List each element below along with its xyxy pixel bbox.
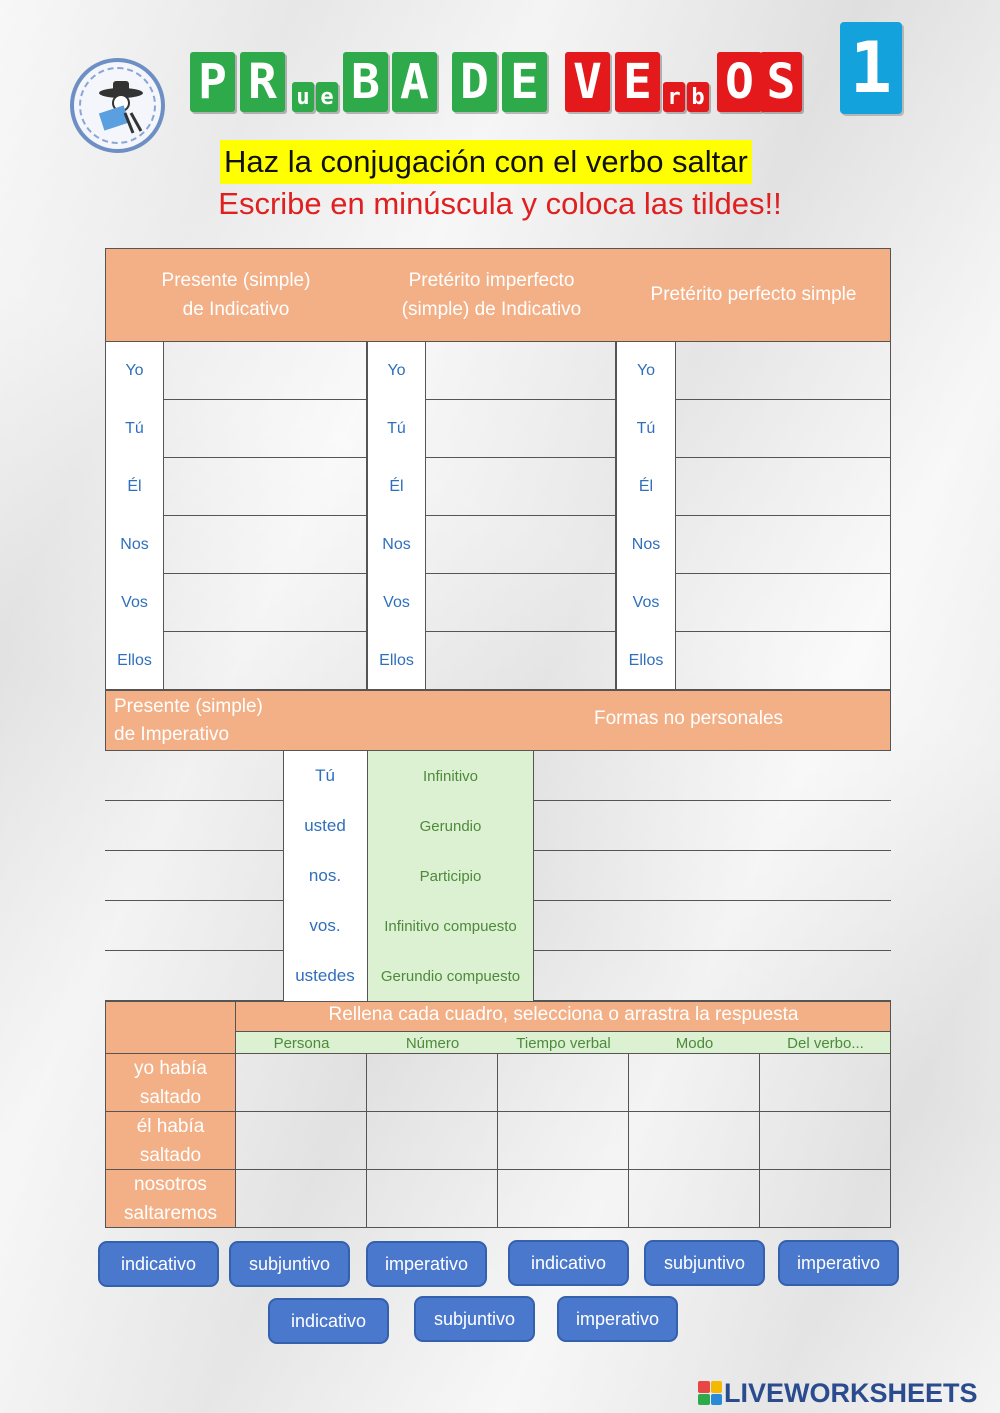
imperative-pronoun-label: ustedes [295, 966, 355, 985]
analysis-column-label: Tiempo verbal [516, 1034, 611, 1052]
analysis-drop-cell[interactable] [629, 1112, 760, 1170]
analysis-corner-cell [105, 1001, 236, 1054]
imperative-pronoun-label: usted [304, 816, 346, 835]
non-personal-form-label: Infinitivo [422, 767, 479, 785]
pronoun-label: Vos [121, 594, 148, 611]
imperative-answer-input[interactable] [105, 801, 283, 851]
tense-header-imperfect: Pretérito imperfecto (simple) de Indicativo [401, 270, 582, 320]
pronoun-label: Nos [382, 536, 411, 553]
pronoun-label: Yo [387, 362, 406, 379]
option-indicativo-button[interactable]: indicativo [268, 1298, 389, 1344]
title-letter-tile: R [240, 52, 285, 112]
pronoun-label: Yo [125, 362, 144, 379]
non-personal-answer-input[interactable] [534, 951, 891, 1001]
worksheet-number: 1 [840, 22, 902, 114]
pronoun-label: Nos [120, 536, 149, 553]
answer-input-imperfect[interactable] [426, 342, 616, 400]
analysis-row-label: él había saltado [105, 1112, 236, 1170]
pronoun-label: Tú [387, 420, 406, 437]
analysis-drop-cell[interactable] [236, 1170, 367, 1228]
answer-input-imperfect[interactable] [426, 400, 616, 458]
answer-input-perfect[interactable] [676, 632, 891, 690]
imperative-header: Presente (simple) de Imperativo [114, 696, 263, 745]
answer-input-present[interactable] [164, 458, 367, 516]
analysis-drop-cell[interactable] [367, 1112, 498, 1170]
analysis-row-label: nosotros saltaremos [105, 1170, 236, 1228]
analysis-column-label: Persona [273, 1034, 330, 1052]
option-indicativo-button[interactable]: indicativo [98, 1241, 219, 1287]
imperative-pronoun-label: Tú [315, 766, 335, 785]
option-subjuntivo-button[interactable]: subjuntivo [229, 1241, 350, 1287]
title-letter-tile: O [717, 52, 762, 112]
pronoun-label: Ellos [628, 652, 664, 669]
option-imperativo-button[interactable]: imperativo [366, 1241, 487, 1287]
answer-input-present[interactable] [164, 400, 367, 458]
answer-input-perfect[interactable] [676, 516, 891, 574]
non-personal-form-label: Gerundio [419, 817, 482, 835]
answer-input-imperfect[interactable] [426, 632, 616, 690]
pronoun-label: Tú [125, 420, 144, 437]
option-subjuntivo-button[interactable]: subjuntivo [414, 1296, 535, 1342]
answer-input-perfect[interactable] [676, 458, 891, 516]
analysis-drop-cell[interactable] [367, 1170, 498, 1228]
answer-input-imperfect[interactable] [426, 574, 616, 632]
title-letter-tile: b [687, 82, 709, 112]
option-subjuntivo-button[interactable]: subjuntivo [644, 1240, 765, 1286]
title-letter-tile: e [316, 82, 338, 112]
title-letter-tile: B [343, 52, 388, 112]
pronoun-label: Ellos [117, 652, 152, 669]
analysis-column-label: Modo [675, 1034, 714, 1052]
analysis-row-label: yo había saltado [105, 1054, 236, 1112]
analysis-drop-cell[interactable] [236, 1112, 367, 1170]
instruction-main: Haz la conjugación con el verbo saltar [220, 140, 752, 184]
title-letter-tile: u [292, 82, 314, 112]
liveworksheets-logo [698, 1378, 978, 1408]
title-letter-tile: D [452, 52, 497, 112]
non-personal-answer-input[interactable] [534, 901, 891, 951]
imperative-answer-input[interactable] [105, 951, 283, 1001]
pronoun-label: Él [638, 478, 654, 495]
answer-input-perfect[interactable] [676, 400, 891, 458]
pronoun-label: Él [127, 478, 142, 495]
imperative-answer-input[interactable] [105, 751, 283, 801]
option-imperativo-button[interactable]: imperativo [778, 1240, 899, 1286]
pronoun-label: Yo [636, 362, 656, 379]
imperative-pronoun-label: vos. [309, 916, 341, 935]
answer-input-present[interactable] [164, 516, 367, 574]
option-imperativo-button[interactable]: imperativo [557, 1296, 678, 1342]
imperative-pronoun-label: nos. [308, 866, 342, 885]
analysis-column-label: Del verbo... [787, 1034, 864, 1052]
analysis-drop-cell[interactable] [236, 1054, 367, 1112]
pronoun-label: Él [389, 478, 404, 495]
title-letter-tile: E [615, 52, 660, 112]
non-personal-answer-input[interactable] [534, 751, 891, 801]
title-letter-tile: E [502, 52, 547, 112]
pronoun-label: Ellos [379, 652, 414, 669]
non-personal-form-label: Participio [419, 867, 482, 885]
analysis-drop-cell[interactable] [498, 1112, 629, 1170]
analysis-drop-cell[interactable] [760, 1112, 891, 1170]
analysis-column-label: Número [405, 1034, 460, 1052]
title-letter-tile: P [190, 52, 235, 112]
tense-header-present: Presente (simple) de Indicativo [161, 270, 311, 320]
answer-input-present[interactable] [164, 574, 367, 632]
imperative-answer-input[interactable] [105, 901, 283, 951]
analysis-drop-cell[interactable] [629, 1054, 760, 1112]
school-logo [70, 58, 165, 153]
analysis-drop-cell[interactable] [498, 1054, 629, 1112]
non-personal-answer-input[interactable] [534, 801, 891, 851]
answer-input-present[interactable] [164, 632, 367, 690]
pronoun-label: Vos [383, 594, 410, 611]
answer-input-perfect[interactable] [676, 342, 891, 400]
answer-input-imperfect[interactable] [426, 516, 616, 574]
analysis-drop-cell[interactable] [629, 1170, 760, 1228]
logo-emblem [79, 67, 156, 144]
title-letter-tile: r [663, 82, 685, 112]
answer-input-present[interactable] [164, 342, 367, 400]
title-letter-tile: V [565, 52, 610, 112]
analysis-drop-cell[interactable] [498, 1170, 629, 1228]
character-icon [81, 69, 158, 146]
analysis-drop-cell[interactable] [760, 1054, 891, 1112]
analysis-drop-cell[interactable] [760, 1170, 891, 1228]
title-letter-tile: A [392, 52, 437, 112]
answer-input-perfect[interactable] [676, 574, 891, 632]
non-personal-header: Formas no personales [594, 708, 784, 729]
imperative-answer-input[interactable] [105, 851, 283, 901]
option-indicativo-button[interactable]: indicativo [508, 1240, 629, 1286]
pronoun-label: Tú [636, 420, 656, 437]
pronoun-label: Vos [632, 594, 660, 611]
analysis-header: Rellena cada cuadro, selecciona o arrastra la respuesta [328, 1004, 799, 1025]
non-personal-answer-input[interactable] [534, 851, 891, 901]
tense-header-perfect: Pretérito perfecto simple [650, 284, 857, 305]
answer-input-imperfect[interactable] [426, 458, 616, 516]
analysis-drop-cell[interactable] [367, 1054, 498, 1112]
pronoun-label: Nos [631, 536, 661, 553]
non-personal-form-label: Infinitivo compuesto [384, 917, 517, 935]
liveworksheets-icon [698, 1381, 722, 1405]
brand-name: LIVEWORKSHEETS [724, 1377, 978, 1408]
title-letter-tile: S [760, 52, 802, 112]
non-personal-form-label: Gerundio compuesto [380, 967, 521, 985]
instruction-sub: Escribe en minúscula y coloca las tildes!! [218, 186, 782, 221]
